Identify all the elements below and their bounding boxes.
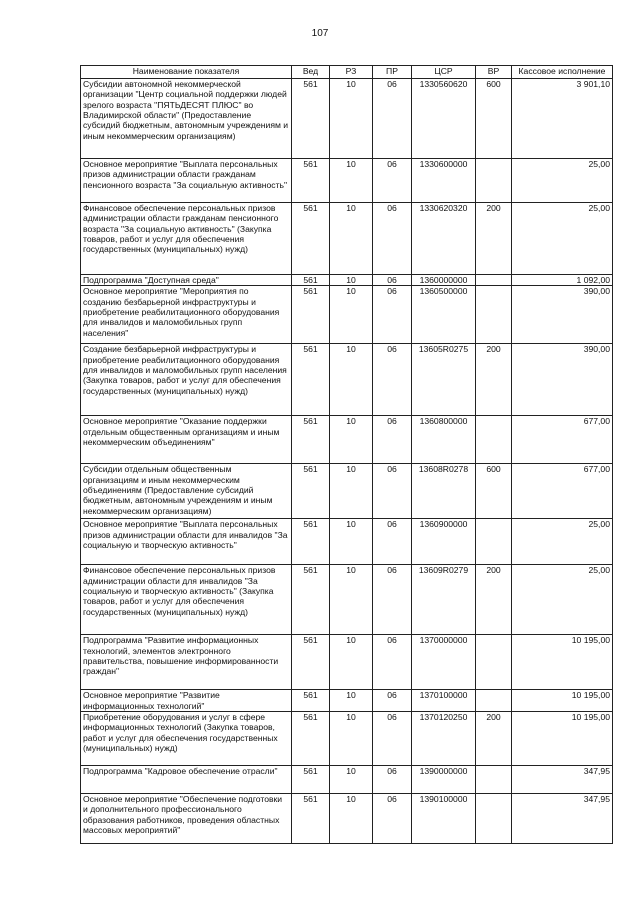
cell-exec: 1 092,00: [512, 275, 613, 286]
cell-rz: 10: [330, 275, 373, 286]
cell-csr: 1330620320: [412, 203, 476, 275]
table-row: [81, 565, 613, 635]
cell-pr: 06: [373, 519, 412, 565]
cell-pr: 06: [373, 203, 412, 275]
cell-vr: 200: [476, 565, 512, 635]
cell-name: Основное мероприятие "Обеспечение подготовки и дополнительного профессионального образования работников, проведения областных массовых мероприятий": [81, 793, 292, 843]
cell-name: Основное мероприятие "Мероприятия по созданию безбарьерной инфраструктуры и приобретение реабилитационного оборудования для инвалидов и маломобильных групп населения": [81, 286, 292, 344]
cell-ved: 561: [292, 79, 330, 159]
header-vr: ВР: [476, 66, 512, 79]
cell-csr: 1390100000: [412, 793, 476, 843]
budget-table: [80, 65, 613, 844]
cell-pr: 06: [373, 286, 412, 344]
table-row: [81, 275, 613, 286]
cell-name: Финансовое обеспечение персональных призов администрации области гражданам пенсионного возраста "За социальную активность" (Закупка товаров, работ и услуг для обеспечения государственных (муниципальных) нужд): [81, 203, 292, 275]
cell-rz: 10: [330, 464, 373, 519]
cell-rz: 10: [330, 416, 373, 464]
cell-rz: 10: [330, 159, 373, 203]
table-row: [81, 159, 613, 203]
cell-name: Подпрограмма "Доступная среда": [81, 275, 292, 286]
table-row: [81, 416, 613, 464]
table-row: [81, 464, 613, 519]
cell-csr: 1360900000: [412, 519, 476, 565]
cell-csr: 1360000000: [412, 275, 476, 286]
cell-csr: 13609R0279: [412, 565, 476, 635]
cell-exec: 10 195,00: [512, 711, 613, 765]
cell-csr: 13605R0275: [412, 344, 476, 416]
cell-ved: 561: [292, 159, 330, 203]
cell-csr: 1360500000: [412, 286, 476, 344]
cell-vr: [476, 519, 512, 565]
cell-vr: 200: [476, 344, 512, 416]
header-rz: РЗ: [330, 66, 373, 79]
cell-ved: 561: [292, 275, 330, 286]
cell-ved: 561: [292, 519, 330, 565]
cell-vr: [476, 635, 512, 690]
cell-name: Финансовое обеспечение персональных призов администрации области для инвалидов "За социальную и творческую активность" (Закупка товаров, работ и услуг для обеспечения государственных (муниципальных) нужд): [81, 565, 292, 635]
cell-pr: 06: [373, 344, 412, 416]
cell-name: Субсидии автономной некоммерческой организации "Центр социальной поддержки людей зрелого возраста "ПЯТЬДЕСЯТ ПЛЮС" во Владимирской области" (Предоставление субсидий бюджетным, автономным учреждениям и иным некоммерческим организациям): [81, 79, 292, 159]
cell-csr: 1370100000: [412, 690, 476, 712]
header-name: Наименование показателя: [81, 66, 292, 79]
cell-name: Основное мероприятие "Оказание поддержки отдельным общественным организациям и иным некоммерческим объединениям": [81, 416, 292, 464]
cell-csr: 1330600000: [412, 159, 476, 203]
cell-csr: 1370120250: [412, 711, 476, 765]
cell-name: Подпрограмма "Кадровое обеспечение отрасли": [81, 765, 292, 793]
cell-csr: 1360800000: [412, 416, 476, 464]
cell-rz: 10: [330, 765, 373, 793]
header-csr: ЦСР: [412, 66, 476, 79]
cell-exec: 25,00: [512, 565, 613, 635]
cell-exec: 3 901,10: [512, 79, 613, 159]
cell-exec: 390,00: [512, 286, 613, 344]
cell-vr: [476, 159, 512, 203]
cell-exec: 25,00: [512, 519, 613, 565]
cell-ved: 561: [292, 344, 330, 416]
cell-vr: 200: [476, 711, 512, 765]
cell-ved: 561: [292, 286, 330, 344]
cell-ved: 561: [292, 203, 330, 275]
cell-exec: 390,00: [512, 344, 613, 416]
cell-ved: 561: [292, 711, 330, 765]
cell-rz: 10: [330, 203, 373, 275]
cell-pr: 06: [373, 79, 412, 159]
cell-vr: [476, 286, 512, 344]
cell-pr: 06: [373, 565, 412, 635]
table-row: [81, 519, 613, 565]
cell-rz: 10: [330, 711, 373, 765]
header-pr: ПР: [373, 66, 412, 79]
cell-exec: 677,00: [512, 416, 613, 464]
cell-vr: 600: [476, 79, 512, 159]
cell-vr: [476, 690, 512, 712]
cell-pr: 06: [373, 690, 412, 712]
cell-pr: 06: [373, 711, 412, 765]
cell-ved: 561: [292, 690, 330, 712]
table-row: [81, 79, 613, 159]
cell-exec: 10 195,00: [512, 635, 613, 690]
cell-pr: 06: [373, 159, 412, 203]
cell-rz: 10: [330, 286, 373, 344]
cell-vr: 200: [476, 203, 512, 275]
cell-pr: 06: [373, 464, 412, 519]
cell-exec: 25,00: [512, 203, 613, 275]
page-number: 107: [311, 28, 329, 39]
cell-ved: 561: [292, 765, 330, 793]
cell-name: Создание безбарьерной инфраструктуры и приобретение реабилитационного оборудования для инвалидов и маломобильных групп населения (Закупка товаров, работ и услуг для обеспечения государственных (муниципальных) нужд): [81, 344, 292, 416]
cell-name: Основное мероприятие "Выплата персональных призов администрации области для инвалидов "За социальную и творческую активность": [81, 519, 292, 565]
cell-name: Субсидии отдельным общественным организациям и иным некоммерческим объединениям (Предоставление субсидий бюджетным, автономным учреждениям и иным некоммерческим организациям): [81, 464, 292, 519]
cell-vr: [476, 793, 512, 843]
cell-rz: 10: [330, 565, 373, 635]
table-row: [81, 793, 613, 843]
cell-rz: 10: [330, 79, 373, 159]
cell-csr: 13608R0278: [412, 464, 476, 519]
cell-pr: 06: [373, 416, 412, 464]
table-row: [81, 690, 613, 712]
cell-vr: 600: [476, 464, 512, 519]
header-ved: Вед: [292, 66, 330, 79]
table-row: [81, 203, 613, 275]
cell-vr: [476, 416, 512, 464]
cell-exec: 677,00: [512, 464, 613, 519]
cell-vr: [476, 275, 512, 286]
cell-ved: 561: [292, 464, 330, 519]
cell-name: Основное мероприятие "Выплата персональных призов администрации области гражданам пенсионного возраста "За социальную активность": [81, 159, 292, 203]
table-row: [81, 711, 613, 765]
cell-vr: [476, 765, 512, 793]
table-row: [81, 286, 613, 344]
cell-pr: 06: [373, 793, 412, 843]
header-exec: Кассовое исполнение: [512, 66, 613, 79]
cell-ved: 561: [292, 416, 330, 464]
cell-rz: 10: [330, 635, 373, 690]
cell-name: Приобретение оборудования и услуг в сфере информационных технологий (Закупка товаров, работ и услуг для обеспечения государственных (муниципальных) нужд): [81, 711, 292, 765]
cell-csr: 1330560620: [412, 79, 476, 159]
cell-rz: 10: [330, 793, 373, 843]
cell-rz: 10: [330, 344, 373, 416]
cell-pr: 06: [373, 765, 412, 793]
cell-exec: 347,95: [512, 793, 613, 843]
cell-name: Основное мероприятие "Развитие информационных технологий": [81, 690, 292, 712]
cell-ved: 561: [292, 793, 330, 843]
cell-csr: 1370000000: [412, 635, 476, 690]
cell-name: Подпрограмма "Развитие информационных технологий, элементов электронного правительства, повышение информированности граждан": [81, 635, 292, 690]
cell-exec: 347,95: [512, 765, 613, 793]
cell-ved: 561: [292, 635, 330, 690]
cell-exec: 25,00: [512, 159, 613, 203]
cell-exec: 10 195,00: [512, 690, 613, 712]
cell-pr: 06: [373, 275, 412, 286]
cell-ved: 561: [292, 565, 330, 635]
table-row: [81, 344, 613, 416]
table-row: [81, 765, 613, 793]
table-header-row: [81, 66, 613, 79]
cell-csr: 1390000000: [412, 765, 476, 793]
cell-rz: 10: [330, 690, 373, 712]
cell-pr: 06: [373, 635, 412, 690]
cell-rz: 10: [330, 519, 373, 565]
table-row: [81, 635, 613, 690]
